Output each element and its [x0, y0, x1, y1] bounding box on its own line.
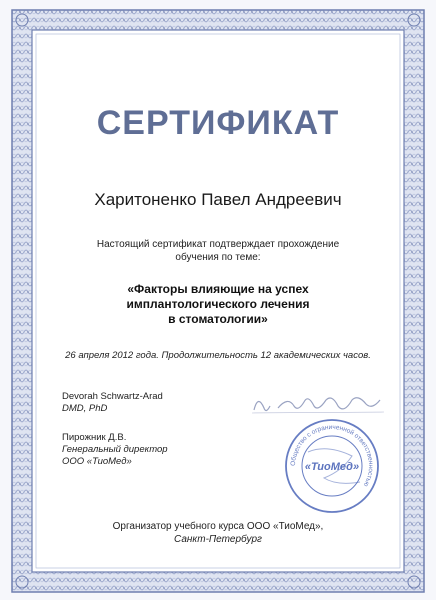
confirmation-line: обучения по теме: — [175, 252, 261, 263]
signatory-1-degree: DMD, PhD — [62, 403, 108, 414]
course-title-line: в стоматологии» — [168, 312, 268, 326]
course-title — [110, 282, 326, 327]
certificate-title: СЕРТИФИКАТ — [96, 104, 340, 142]
signatory-2 — [62, 432, 168, 468]
signatory-1-name: Devorah Schwartz-Arad — [62, 391, 163, 402]
organizer — [100, 520, 336, 546]
recipient-name: Харитоненко Павел Андреевич — [94, 190, 342, 209]
course-title-line: «Факторы влияющие на успех — [127, 282, 309, 296]
organizer-city: Санкт-Петербург — [174, 534, 262, 545]
seal-ring-text: Общество с ограниченной ответственностью — [289, 423, 375, 488]
seal-center-text: «ТиоМед» — [304, 461, 360, 473]
date-duration: 26 апреля 2012 года. Продолжительность 12 академических часов. — [65, 350, 371, 361]
svg-text:Общество с ограниченной ответс — [289, 424, 374, 488]
signatory-2-position: Генеральный директор — [62, 444, 168, 455]
signatory-2-name: Пирожник Д.В. — [62, 432, 127, 443]
signatory-2-company: ООО «ТиоМед» — [62, 456, 132, 467]
organizer-line: Организатор учебного курса ООО «ТиоМед», — [112, 521, 324, 532]
course-title-line: имплантологического лечения — [126, 297, 310, 311]
signatory-1 — [62, 391, 163, 415]
confirmation-line: Настоящий сертификат подтверждает прохождение — [96, 239, 340, 250]
confirmation-text — [80, 238, 356, 264]
handwritten-signature — [248, 388, 388, 418]
company-seal — [282, 416, 382, 516]
